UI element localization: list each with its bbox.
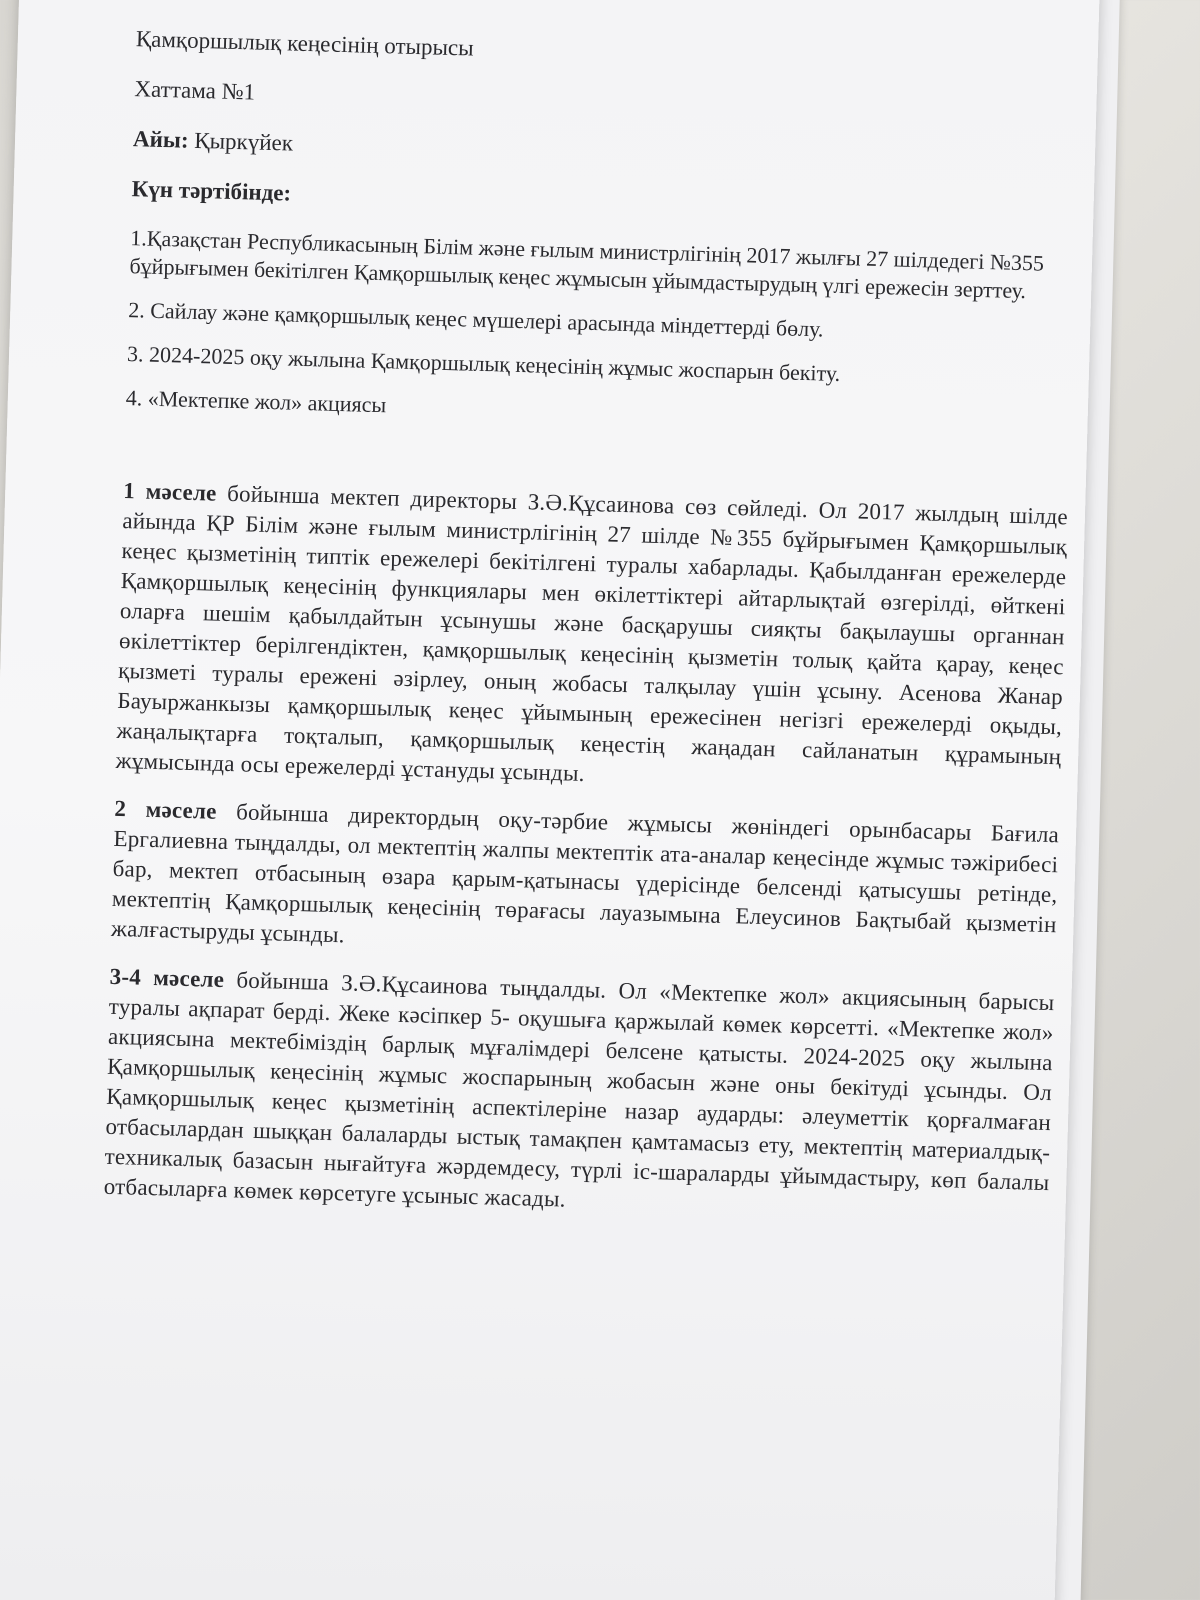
document-content (103, 24, 1081, 1246)
section-3-4-label: 3-4 мәселе (109, 963, 225, 993)
section-2 (111, 794, 1060, 970)
month-value: Қыркүйек (188, 127, 294, 156)
protocol-number: Хаттама №1 (134, 76, 256, 105)
section-3-4 (103, 962, 1054, 1228)
section-1-text: бойынша мектеп директоры З.Ә.Құсаинова сөз сөйледі. Ол 2017 жылдың шілде айында ҚР Білім және ғылым министрлігінің 27 шілде №355 бұйрығымен Қамқоршылық кеңес қызметінің типтік ережелері бекітілгені туралы хабарлады. Қабылданған ережелерде Қамқоршылық кеңесінің функциялары мен өкілеттіктері айтарлықтай өзгерілді, өйткені оларға шешім қабылдайтын ұсынушы және басқарушы сияқты бақылаушы органнан өкілеттіктер берілгендіктен, қамқоршылық кеңесінің қызметін толық қайта қарау, кеңес қызметі туралы ережені әзірлеу, оның жобасы талқылау үшін ұсыну. Асенова Жанар Бауыржанкызы қамқоршылық кеңес ұйымының ережесінен негізгі ережелерді оқыды, жаңалықтарға тоқталып, қамқоршылық кеңестің жаңадан сайланатын құрамының жұмысында осы ережелерді ұстануды ұсынды. (115, 480, 1069, 786)
agenda-item-3: 3. 2024-2025 оқу жылына Қамқоршылық кеңесінің жұмыс жоспарын бекіту. (126, 341, 841, 386)
agenda-heading: Күн тәртібінде: (131, 176, 292, 206)
agenda-item-2: 2. Сайлау және қамқоршылық кеңес мүшелері арасында міндеттерді бөлу. (128, 297, 824, 342)
section-2-label: 2 мәселе (114, 795, 217, 824)
section-3-4-text: бойынша З.Ә.Құсаинова тыңдалды. Ол «Мектепке жол» акциясының барысы туралы ақпарат берді. Жеке кәсіпкер 5- оқушыға қаржылай көмек көрсетті. «Мектепке жол» акциясына мектебіміздің барлық мұғалімдері белсене қатысты. 2024-2025 оқу жылына Қамқоршылық кеңесінің жұмыс жоспарының жобасын және оны бекітуді ұсынды. Ол Қамқоршылық кеңес қызметінің аспектілеріне назар аударды: әлеуметтік қорғалмаған отбасылардан шыққан балаларды ыстық тамақпен қамтамасыз ету, мектептің материалдық-техникалық базасын нығайтуға жәрдемдесу, түрлі іс-шараларды ұйымдастыру, көп балалы отбасыларға көмек көрсетуге ұсыныс жасады. (103, 967, 1055, 1212)
month-label: Айы: (132, 126, 189, 153)
agenda-item-1: 1.Қазақстан Республикасының Білім және ғылым министрлігінің 2017 жылғы 27 шілдедегі №355 бұйрығымен бекітілген Қамқоршылық кеңес жұмысын ұйымдастырудың үлгі ережесін зерттеу. (129, 225, 1045, 304)
section-1-label: 1 мәселе (122, 478, 217, 506)
section-1 (115, 476, 1068, 802)
section-2-text: бойынша директордың оқу-тәрбие жұмысы жөніндегі орынбасары Бағила Ергалиевна тыңдалды, ол мектептің жалпы мектептік ата-аналар кеңесінде жұмыс тәжірибесі бар, мектеп отбасының өзара қарым-қатынасы үдерісінде белсенді қатысушы ретінде, мектептің Қамқоршылық кеңесінің төрағасы лауазымына Елеусинов Бақтыбай қызметін жалғастыруды ұсынды. (110, 798, 1060, 948)
agenda-item-4: 4. «Мектепке жол» акциясы (125, 385, 387, 418)
month-line (133, 124, 1078, 180)
document-title: Қамқоршылық кеңесінің отырысы (135, 26, 475, 61)
